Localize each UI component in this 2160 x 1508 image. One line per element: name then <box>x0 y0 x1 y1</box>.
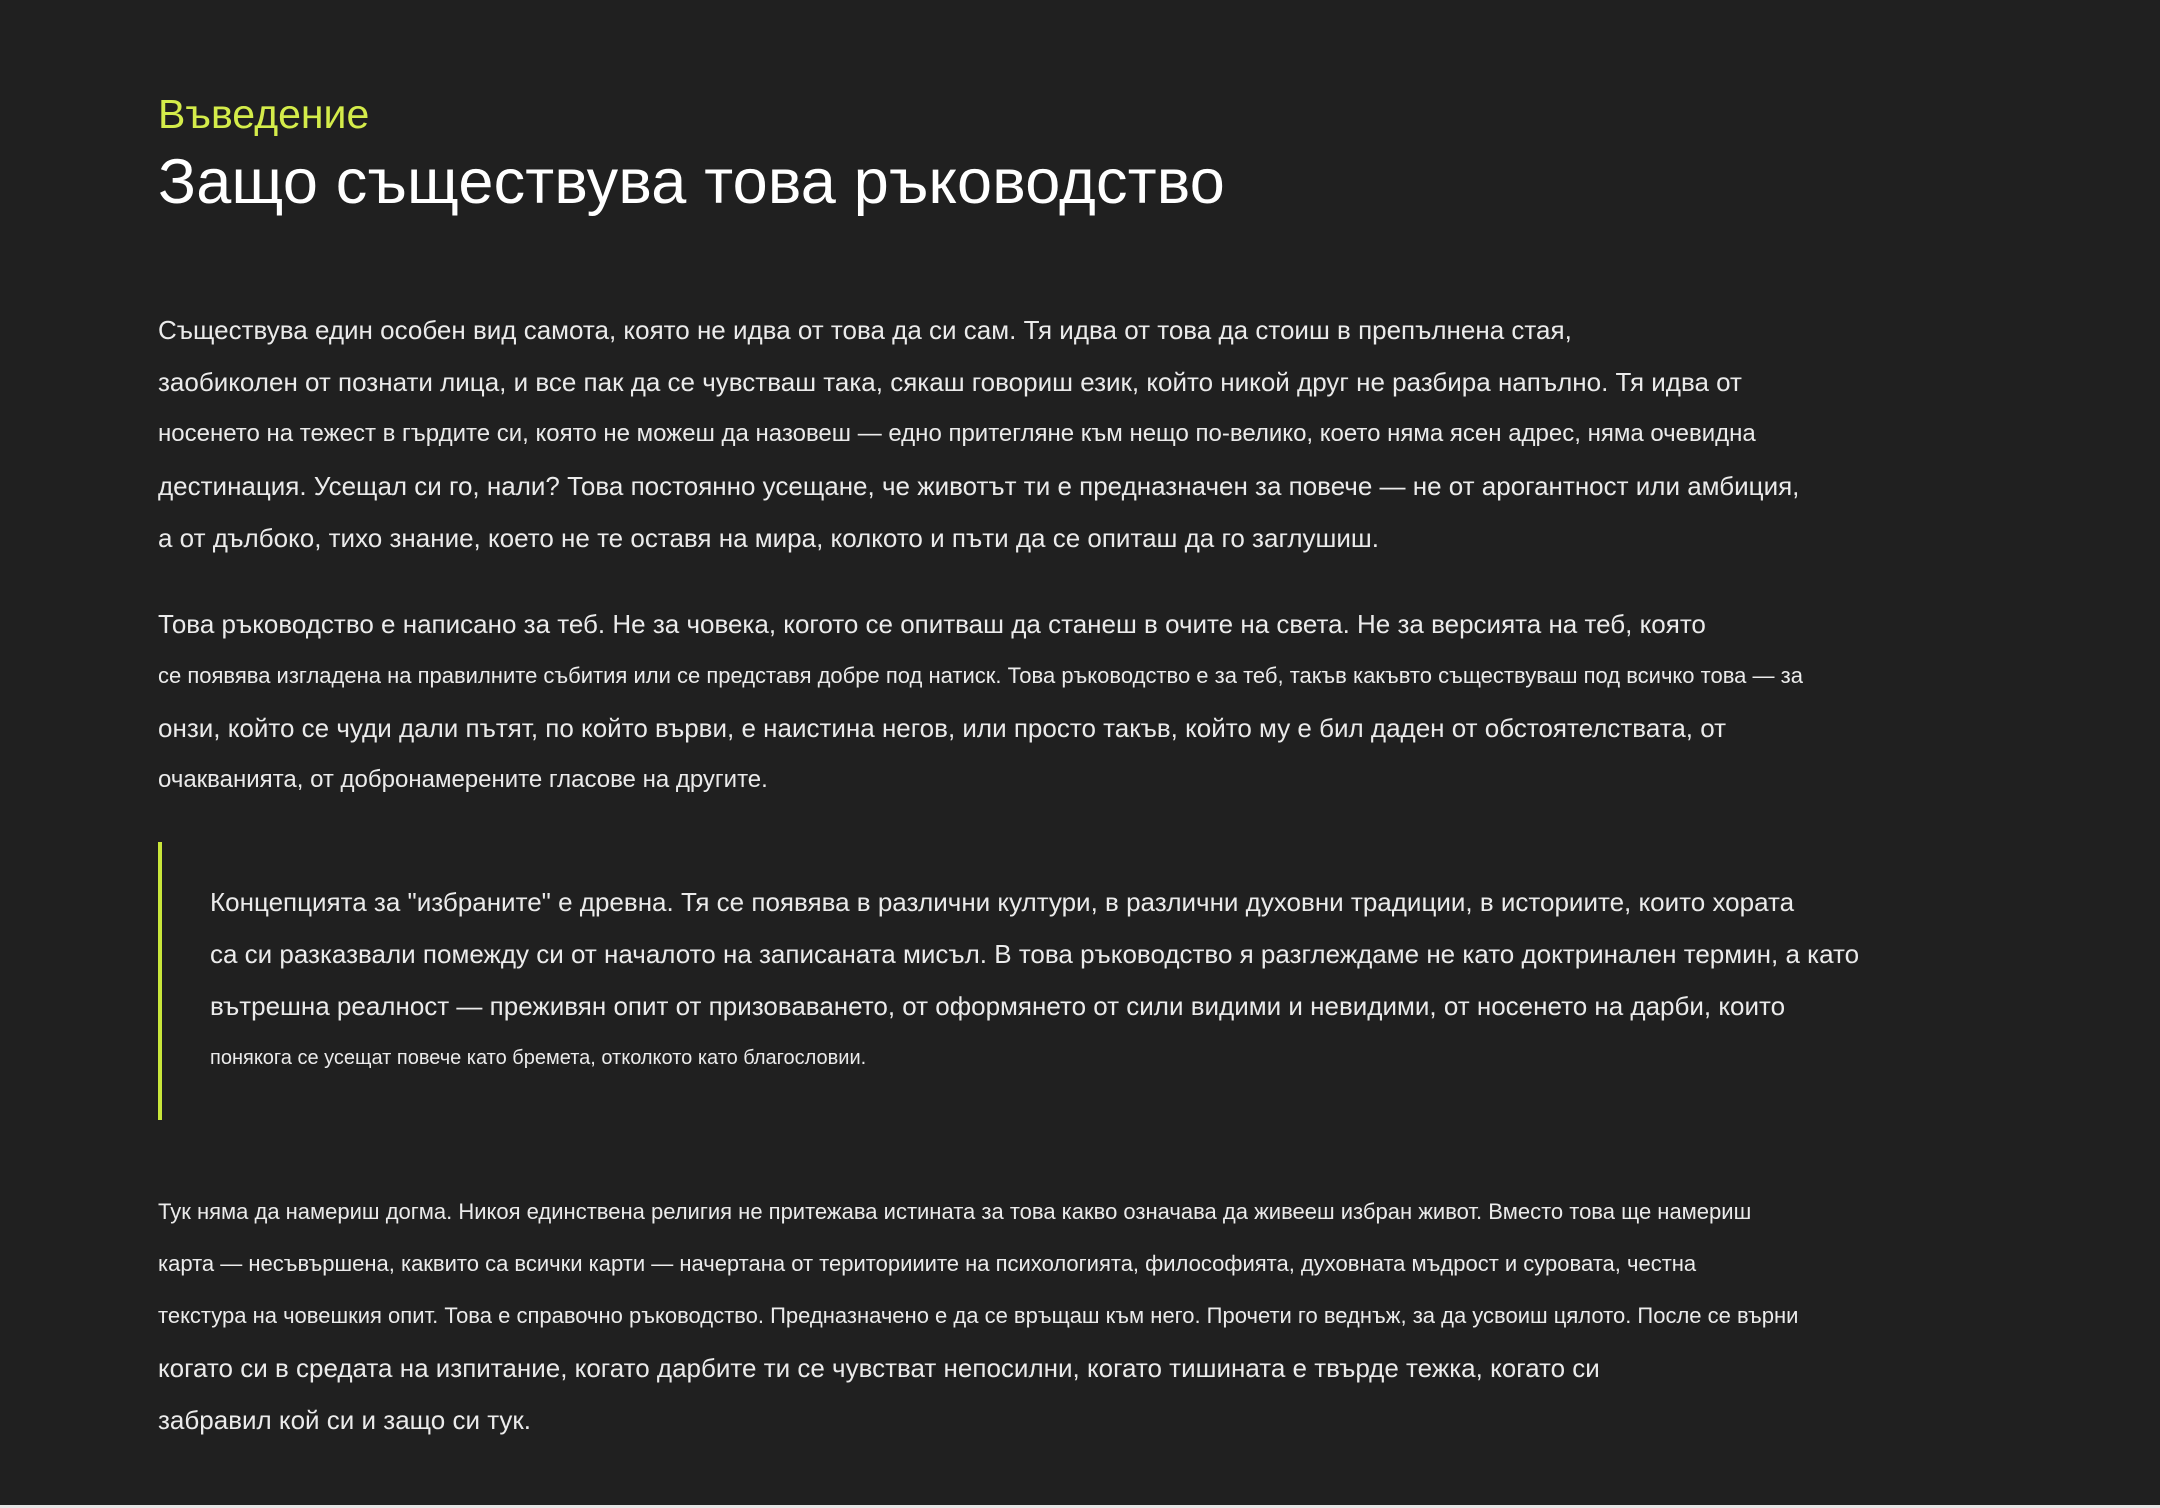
pull-quote-text <box>210 876 1859 1084</box>
paragraph-3 <box>158 1186 2018 1446</box>
paragraph-2 <box>158 598 2018 806</box>
paragraph-line: носенето на тежест в гърдите си, която не можеш да назовеш — едно притегляне към нещо по-велико, което няма ясен адрес, няма очевидна <box>158 420 1756 447</box>
paragraph-line: а от дълбоко, тихо знание, което не те оставя на мира, колкото и пъти да се опиташ да го заглушиш. <box>158 523 1379 553</box>
paragraph-line: очакванията, от добронамерените гласове на другите. <box>158 766 768 793</box>
intro-section <box>158 86 2018 1435</box>
paragraph-line: карта — несъвършена, каквито са всички карти — начертана от територииите на психологията, философията, духовната мъдрост и суровата, честна <box>158 1251 1697 1276</box>
paragraph-line: Това ръководство е написано за теб. Не за човека, когото се опитваш да станеш в очите на света. Не за версията на теб, която <box>158 609 1706 639</box>
quote-line: Концепцията за "избраните" е древна. Тя се появява в различни култури, в различни духовни традиции, в историите, които хората <box>210 887 1795 917</box>
section-eyebrow: Въведение <box>158 91 370 137</box>
pull-quote <box>158 842 2022 1120</box>
quote-line: понякога се усещат повече като бремета, отколкото като благословии. <box>210 1047 867 1069</box>
paragraph-line: онзи, който се чуди дали пътят, по който върви, е наистина негов, или просто такъв, който му е бил даден от обстоятелствата, от <box>158 713 1727 743</box>
quote-line: вътрешна реалност — преживян опит от призоваването, от оформянето от сили видими и невидими, от носенето на дарби, които <box>210 991 1786 1021</box>
page-title: Защо съществува това ръководство <box>158 147 1225 217</box>
paragraph-line: забравил кой си и защо си тук. <box>158 1405 532 1435</box>
paragraph-1 <box>158 304 2018 564</box>
paragraph-line: Съществува един особен вид самота, която не идва от това да си сам. Тя идва от това да стоиш в препълнена стая, <box>158 315 1572 345</box>
paragraph-line: се появява изгладена на правилните събития или се представя добре под натиск. Това ръководство е за теб, такъв какъвто съществуваш под всичко това — за <box>158 663 1803 688</box>
paragraph-line: текстура на човешкия опит. Това е справочно ръководство. Предназначено е да се връщаш към него. Прочети го веднъж, за да усвоиш цялото. После се върни <box>158 1303 1799 1328</box>
paragraph-line: Тук няма да намериш догма. Никоя единствена религия не притежава истината за това какво означава да живееш избран живот. Вместо това ще намериш <box>158 1199 1752 1224</box>
paragraph-line: заобиколен от познати лица, и все пак да се чувстваш така, сякаш говориш език, който никой друг не разбира напълно. Тя идва от <box>158 367 1742 397</box>
paragraph-line: дестинация. Усещал си го, нали? Това постоянно усещане, че животът ти е предназначен за повече — не от арогантност или амбиция, <box>158 471 1800 501</box>
quote-line: са си разказвали помежду си от началото на записаната мисъл. В това ръководство я разглеждаме не като доктринален термин, а като <box>210 939 1860 969</box>
paragraph-line: когато си в средата на изпитание, когато дарбите ти се чувстват непосилни, когато тишината е твърде тежка, когато си <box>158 1353 1600 1383</box>
